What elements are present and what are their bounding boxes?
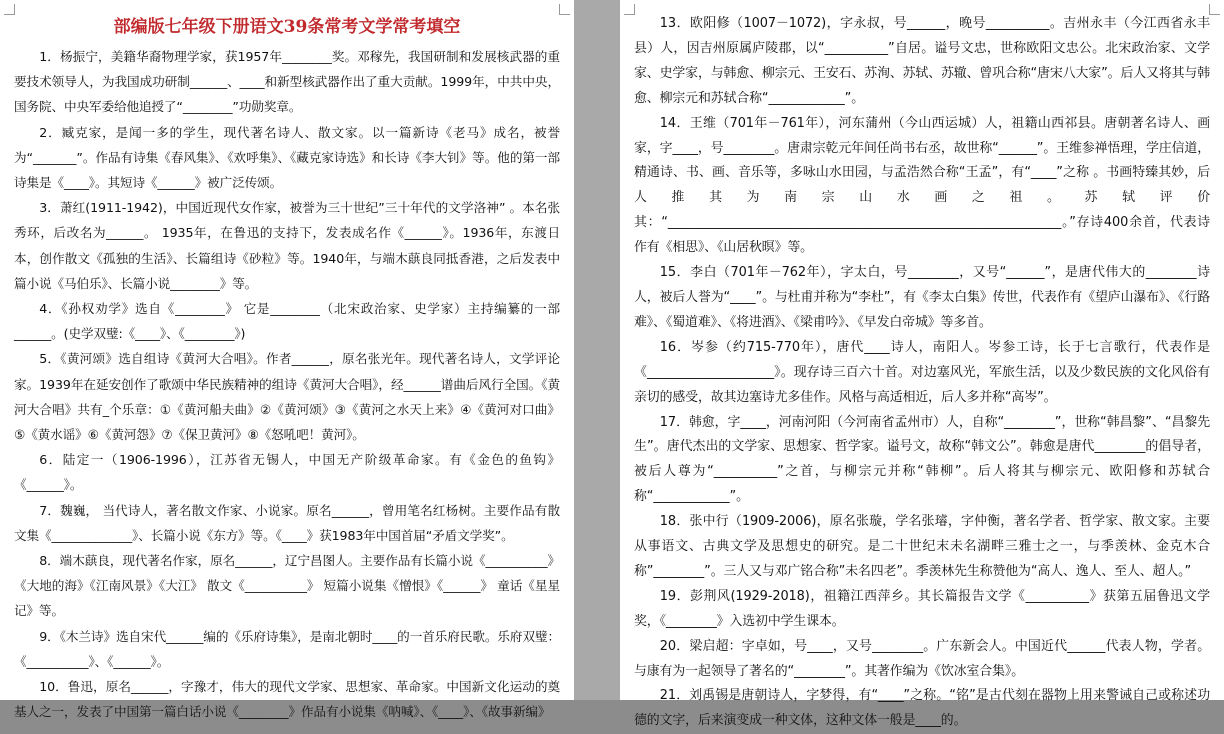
page-corner-mark (559, 4, 570, 15)
question-item-10: 10．鲁迅，原名______，字豫才，伟大的现代文学家、思想家、革命家。中国新文化运动的奠基人之一，发表了中国第一篇白话小说《________》作品有小说集《呐喊》、《____》、《故事新编》 (14, 679, 560, 720)
question-item-4: 4．《孙权劝学》选自《________》 它是________（北宋政治家、史学家）主持编纂的一部______。(史学双璧:《____》、《________》) (14, 301, 560, 342)
question-item-17: 17．韩愈，字____，河南河阳（今河南省孟州市）人，自称“________”，世称“韩昌黎”、“昌黎先生”。唐代杰出的文学家、思想家、哲学家。谥号文，故称“韩文公”。韩愈是唐代________的倡导者，被后人尊为“__________”之首，与柳宗元并称“韩柳”。后人将其与柳宗元、欧阳修和苏轼合称“____________”。 (634, 414, 1210, 505)
question-item-1: 1．杨振宁，美籍华裔物理学家，获1957年________奖。邓稼先，我国研制和发展核武器的重要技术领导人，为我国成功研制______、____和新型核武器作出了重大贡献。1999年，中共中央，国务院、中央军委给他追授了“________”功勋奖章。 (14, 49, 560, 115)
question-item-18: 18．张中行（1909-2006)，原名张璇，学名张璿，字仲衡，著名学者、哲学家、散文家。主要从事语文、古典文学及思想史的研究。是二十世纪末未名湖畔三雅士之一，与季羡林、金克木合称”________”。三人又与邓广铭合称”未名四老”。季羡林先生称赞他为“高人、逸人、至人、超人。” (634, 514, 1210, 579)
document-title: 部编版七年级下册语文39条常考文学常考填空 (113, 17, 461, 37)
question-item-7: 7．魏巍， 当代诗人，著名散文作家、小说家。原名______，曾用笔名红杨树。主要作品有散文集《_____________》、长篇小说《东方》等。《____》获1983年中国首届“矛盾文学奖”。 (14, 502, 560, 543)
question-item-2: 2．臧克家，是闻一多的学生，现代著名诗人、散文家。以一篇新诗《老马》成名，被誉为“_______”。作品有诗集《春风集》、《欢呼集》、《藏克家诗选》和长诗《李大钊》等。他的第一部诗集是《____》。其短诗《______》被广泛传颂。 (14, 124, 560, 191)
question-item-21: 21．刘禹锡是唐朝诗人，字梦得，有“____”之称。“铭”是古代刻在器物上用来警诫自己或称述功德的文字，后来演变成一种文体，这种文体一般是____的。 (634, 688, 1210, 729)
question-item-19: 19．彭荆风(1929-2018)，祖籍江西萍乡。其长篇报告文学《__________》获第五届鲁迅文学奖，《________》入选初中学生课本。 (634, 588, 1210, 629)
page-corner-mark (4, 4, 15, 15)
page-corner-mark (1209, 4, 1220, 15)
page-corner-mark (624, 4, 635, 15)
question-item-14: 14．王维（701年－761年），河东蒲州（今山西运城）人，祖籍山西祁县。唐朝著名诗人、画家，字____，号________。唐肃宗乾元年间任尚书右丞，故世称“______”。王维参禅悟理，学庄信道，精通诗、书、画、音乐等，多咏山水田园，与孟浩然合称“王孟”，有“____”之称 。书画特臻其妙，后人推其为南宗山水画之祖。苏轼评价其：“______________________________________________________________。”存诗400余首，代表诗作有《相思》、《山居秋暝》等。 (634, 115, 1210, 256)
question-item-5: 5．《黄河颂》选自组诗《黄河大合唱》。作者______，原名张光年。现代著名诗人，文学评论家。1939年在延安创作了歌颂中华民族精神的组诗《黄河大合唱》，经______谱曲后风行全国。《黄河大合唱》共有_个乐章：①《黄河船夫曲》②《黄河颂》③《黄河之水天上来》④《黄河对口曲》⑤《黄水谣》⑥《黄河怨》⑦《保卫黄河》⑧《怒吼吧！黄河》。 (14, 351, 560, 443)
page-gap (574, 0, 620, 700)
question-item-6: 6．陆定一（1906-1996），江苏省无锡人，中国无产阶级革命家。有《金色的鱼钩》《______》。 (14, 452, 560, 493)
question-item-9: 9．《木兰诗》选自宋代______编的《乐府诗集》，是南北朝时____的一首乐府民歌。乐府双璧：《__________》、《______》。 (14, 628, 560, 669)
question-item-15: 15．李白（701年－762年），字太白，号________，又号“______”，是唐代伟大的________诗人，被后人誉为“____”。与杜甫并称为“李杜”，有《李太白集》传世，代表作有《望庐山瀑布》、《行路难》、《蜀道难》、《将进酒》、《梁甫吟》、《早发白帝城》等多首。 (634, 265, 1210, 330)
question-item-20: 20．梁启超：字卓如，号____，又号________。广东新会人。中国近代______代表人物，学者。与康有为一起领导了著名的“________”。其著作编为《饮冰室合集》。 (634, 638, 1210, 679)
question-item-8: 8．端木蕻良，现代著名作家，原名______，辽宁昌图人。主要作品有长篇小说《__________》《大地的海》《江南风景》《大江》 散文《__________》 短篇小说集《憎恨》《______》 童话《星星记》等。 (14, 553, 560, 619)
document-page-right (620, 0, 1224, 729)
question-item-13: 13．欧阳修（1007－1072)，字永叔，号______，晚号__________。吉州永丰（今江西省永丰县）人，因吉州原属庐陵郡，以“__________”自居。谥号文忠，世称欧阳文忠公。北宋政治家、文学家、史学家，与韩愈、柳宗元、王安石、苏洵、苏轼、苏辙、曾巩合称“唐宋八大家”。后人又将其与韩愈、柳宗元和苏轼合称“____________”。 (634, 16, 1210, 106)
question-item-3: 3．萧红(1911-1942)，中国近现代女作家，被誉为三十世纪”三十年代的文学洛神” 。本名张秀环，后改名为______。 1935年，在鲁迅的支持下，发表成名作《______》。1936年，东渡日本，创作散文《孤独的生活》、长篇组诗《砂粒》等。1940年，与端木蕻良同抵香港，之后发表中篇小说《马伯乐》、长篇小说________》等。 (14, 200, 560, 291)
question-item-16: 16．岑参（约715-770年），唐代____诗人，南阳人。岑参工诗，长于七言歌行，代表作是《____________________》。现存诗三百六十首。对边塞风光，军旅生活，以及少数民族的文化风俗有亲切的感受，故其边塞诗尤多佳作。风格与高适相近，后人多并称“高岑”。 (634, 339, 1210, 405)
document-page-left (0, 0, 574, 720)
